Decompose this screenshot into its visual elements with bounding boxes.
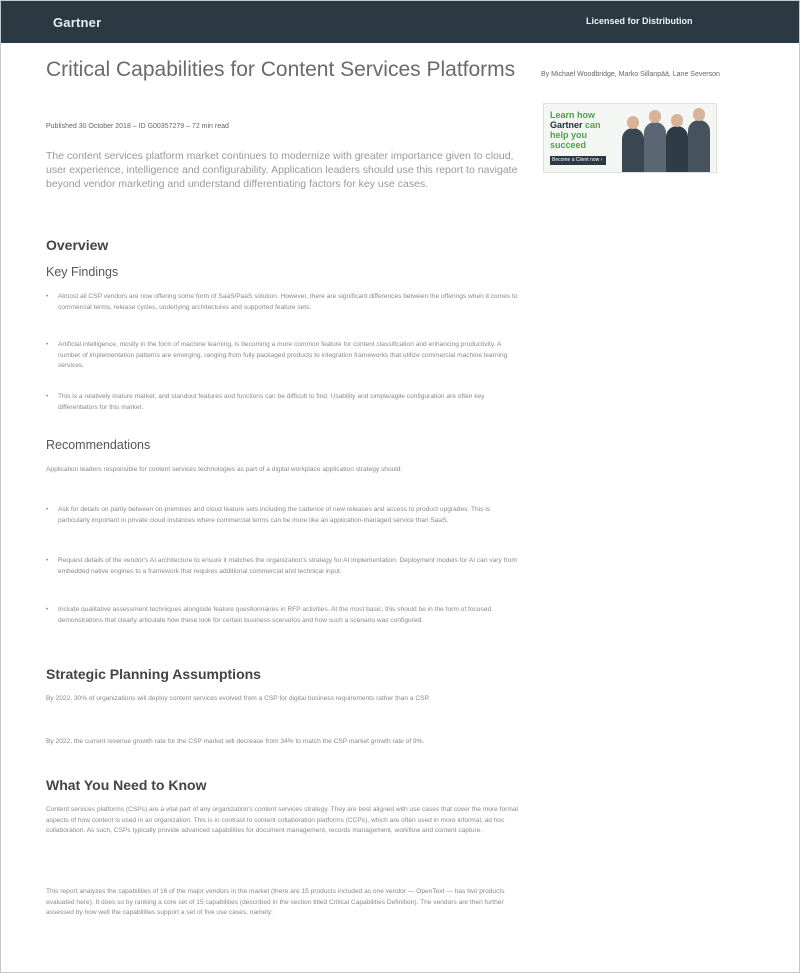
wyntk-heading: What You Need to Know	[46, 777, 207, 793]
overview-heading: Overview	[46, 237, 109, 253]
authors-line[interactable]: By Michael Woodbridge, Marko Sillanpää, Lane Severson	[541, 71, 720, 78]
finding-item: • Almost all CSP vendors are now offering some form of SaaS/PaaS solution. However, there are significant differences between the offerings when it comes to commercial terms, release cycles, underlying architectures and supported feature sets.	[46, 292, 521, 313]
ad-line: Learn how	[550, 110, 596, 120]
ad-line: succeed	[550, 140, 587, 150]
recommendation-item: • Ask for details on parity between on-premises and cloud feature sets including the cadence of new releases and access to product upgrades. This is particularly important in private cloud instances where commercial terms can be more like an application-managed service than SaaS.	[46, 505, 521, 526]
spa-heading: Strategic Planning Assumptions	[46, 666, 261, 682]
wyntk-paragraph: Content services platforms (CSPs) are a vital part of any organization's content services strategy. They are best aligned with use cases that cover the more formal aspects of how content is used in an organization. This is in contrast to content collaboration platforms (CCPs), which are often used in more informal, ad hoc collaboration. As such, CSPs typically provide advanced capabilities for document management, records management, workflow and content capture.	[46, 806, 518, 834]
ad-line: Gartner	[550, 120, 583, 130]
person-head	[671, 114, 683, 127]
recommendations-intro: Application leaders responsible for content services technologies as part of a digital workplace application strategy should:	[46, 466, 403, 473]
key-findings-heading: Key Findings	[46, 265, 119, 279]
ad-line: can	[585, 120, 601, 130]
finding-item: • This is a relatively mature market, and standout features and functions can be difficult to find. Usability and simple/agile configuration are often key differentiators for this market.	[46, 392, 521, 413]
person-figure	[644, 122, 666, 173]
gartner-logo[interactable]: Gartner	[53, 15, 102, 30]
recommendations-heading: Recommendations	[46, 438, 151, 452]
person-figure	[688, 120, 710, 173]
person-figure	[622, 128, 644, 173]
recommendation-item: • Request details of the vendor's AI architecture to ensure it matches the organization's strategy for AI implementation. Deployment models for AI can vary from embedded native engines to a framework that requires additional commercial and technical input.	[46, 556, 521, 577]
person-head	[627, 116, 639, 129]
spa-paragraph: By 2022, 30% of organizations will deploy content services evolved from a CSP for digital business requirements rather than a CSP.	[46, 695, 430, 702]
published-meta: Published 30 October 2018 – ID G00357279 – 72 min read	[46, 123, 229, 130]
ad-line: help you	[550, 130, 588, 140]
ad-text	[550, 110, 616, 150]
top-bar	[1, 1, 799, 43]
person-figure	[666, 126, 688, 173]
person-head	[693, 108, 705, 121]
person-head	[649, 110, 661, 123]
recommendation-item: • Include qualitative assessment techniques alongside feature questionnaires in RFP activities. At the most basic, this should be in the form of focused demonstrations that clearly articulate how these look for certain business scenarios and how such a scenario was configured.	[46, 605, 521, 626]
gartner-ad-banner[interactable]	[543, 103, 717, 173]
ad-people-photo	[618, 104, 716, 172]
finding-item: • Artificial intelligence, mostly in the form of machine learning, is becoming a more common feature for content classification and enhancing productivity. A number of implementation patterns are emerging, ranging from fully packaged products to integration frameworks that utilize commercial machine learning services.	[46, 340, 521, 372]
licensed-label: Licensed for Distribution	[586, 16, 693, 26]
summary-text: The content services platform market continues to modernize with greater importance given to cloud, user experience, intelligence and configurability. Application leaders should use this report to navigate beyond vendor marketing and understand differentiating factors for key use cases.	[46, 150, 518, 190]
page-title: Critical Capabilities for Content Services Platforms	[46, 58, 516, 81]
wyntk-paragraph: This report analyzes the capabilities of 16 of the major vendors in the market (there are 15 products included as one vendor — OpenText — has two products evaluated here). It does so by ranking a core set of 15 capabilities (described in the section titled Critical Capabilities Definition). The vendors are then further assessed by how well the capabilities support a set of five use cases, namely:	[46, 888, 505, 916]
ad-cta-button[interactable]: Become a Client now ›	[550, 156, 606, 165]
spa-paragraph: By 2022, the current revenue growth rate for the CSP market will decrease from 34% to match the CSP market growth rate of 9%.	[46, 738, 425, 745]
